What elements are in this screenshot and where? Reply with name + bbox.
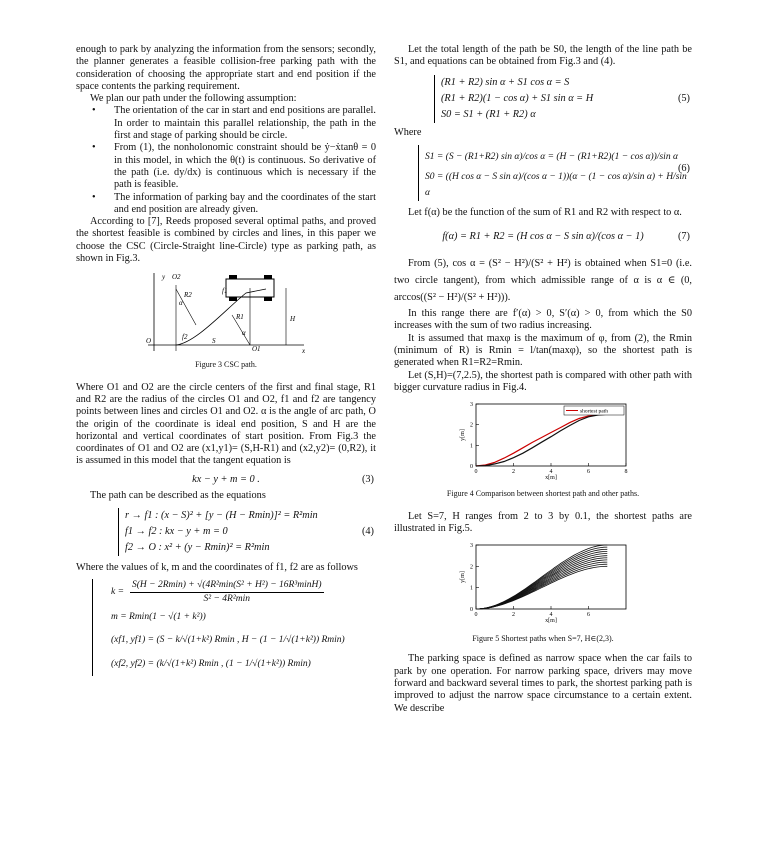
assumption-item: • From (1), the nonholonomic constraint should be ẏ−ẋtanθ = 0 in this model, in which the θ(t) is continuous. So derivative of the path (i.e. dy/dx) is continuous which is necessary if the path is feasible. [114,142,376,191]
figure-3 [76,269,376,355]
equation-4 [76,508,376,556]
equation-number: (3) [361,473,374,485]
y-tick-label: 0 [470,607,473,614]
equation-4-line: r → f1 : (x − S)² + [y − (H − Rmin)]² = R²min [125,510,318,522]
shortest-path-line [476,549,607,609]
equation-4-line: f1 → f2 : kx − y + m = 0 [125,526,228,538]
equation-6-line: S1 = (S − (R1+R2) sin α)/cos α = (H − (R1+R2)(1 − cos α))/sin α [425,151,678,162]
assumption-item: • The orientation of the car in start and end positions are parallel. In order to maintain this parallel relationship, the path in the first and stage of parking should be circle. [114,105,376,142]
right-paragraph-3: From (5), cos α = (S² − H²)/(S² + H²) is obtained when S1=0 (i.e. two circle tangent), from which admissible range of α is α ∈ (0, arccos((S² − H²)/(S² + H²))). [394,258,692,304]
fig3-label: α [179,299,183,308]
equation-k-denominator: S² − 4R²min [203,593,250,604]
figure-5-caption: Figure 5 Shortest paths when S=7, H∈(2,3). [472,634,614,644]
x-tick-label: 6 [587,469,590,476]
right-paragraph-1: Let the total length of the path be S0, the length of the line path be S1, and equations can be obtained from Fig.3 and (4). [394,44,692,68]
fig3-label: y [162,273,166,282]
equation-number: (5) [677,92,690,104]
x-tick-label: 4 [549,612,553,619]
y-axis-label: y[m] [460,429,466,442]
x-tick-label: 0 [474,469,478,476]
right-paragraph-7: Let S=7, H ranges from 2 to 3 by 0.1, the shortest paths are illustrated in Fig.5. [394,510,692,534]
coefficients-block [92,579,376,676]
y-tick-label: 3 [470,543,473,550]
assumption-list [76,105,376,216]
series-line [476,415,607,467]
left-paragraph-2: We plan our path under the following assumption: [90,93,297,105]
fig3-label: O [146,337,152,346]
fig3-label: x [302,347,306,356]
series-line [476,415,607,467]
shortest-path-line [476,566,607,609]
y-axis-label: y[m] [460,571,466,583]
equation-f2: (xf2, yf2) = (k/√(1+k²) Rmin , (1 − 1/√(1+k²)) Rmin) [111,658,311,669]
y-tick-label: 1 [470,585,473,592]
figure-3-caption: Figure 3 CSC path. [195,360,257,370]
x-tick-label: 2 [512,469,515,476]
figure-4-chart [394,400,692,482]
left-column [76,44,376,676]
y-tick-label: 2 [470,422,473,429]
fig3-label: R2 [184,291,192,300]
equation-number: (7) [677,231,690,243]
right-paragraph-6: Let (S,H)=(7,2.5), the shortest path is compared with other path with bigger curvature radius in Fig.4. [394,369,692,393]
right-paragraph-5: It is assumed that maxφ is the maximum of φ, from (2), the Rmin (minimum of R) is Rmin = l/tan(maxφ), so the shortest path is generated when R1=R2=Rmin. [394,332,692,369]
fig3-label: O1 [252,345,261,354]
shortest-path-line [476,547,607,609]
equation-m: m = Rmin(1 − √(1 + k²)) [111,611,206,622]
fig3-label: O2 [172,273,181,282]
figure-5-chart [394,541,692,629]
assumption-item: • The information of parking bay and the coordinates of the start and end position are already given. [114,192,376,217]
equation-6 [394,145,692,201]
x-tick-label: 4 [549,469,553,476]
right-paragraph-8: The parking space is defined as narrow space when the car fails to park by one operation. For narrow parking space, drivers may move forward and backward several times to park, the shortest parking path is improved to adjust the narrow space circumstance to a certain extent. We describe [394,653,692,714]
equation-6-line: S0 = ((H cos α − S sin α)/(cos α − 1))(α − (1 − cos α)/sin α) + H/sin α [425,171,687,198]
figure-4 [394,400,692,482]
y-tick-label: 2 [470,564,473,571]
equation-number: (6) [677,162,690,174]
equation-k-numerator: S(H − 2Rmin) + √(4R²min(S² + H²) − 16R³minH) [130,579,323,593]
equation-4-line: f2 → O : x² + (y − Rmin)² = R²min [125,542,270,554]
equation-3-body: kx − y + m = 0 . [192,473,260,485]
shortest-path-line [476,556,607,609]
csc-path-diagram [76,269,376,355]
equation-7 [394,227,692,247]
legend-label: shortest path [580,408,608,415]
y-tick-label: 3 [470,402,473,409]
x-tick-label: 6 [587,612,590,619]
equation-5-line: S0 = S1 + (R1 + R2) α [441,108,536,120]
left-paragraph-6: Where the values of k, m and the coordinates of f1, f2 are as follows [76,562,358,574]
right-paragraph-4: In this range there are f′(α) > 0, S′(α) > 0, from which the S0 increases with the sum of two radius increasing. [394,308,692,332]
shortest-path-line [476,554,607,610]
equation-f1: (xf1, yf1) = (S − k/√(1+k²) Rmin , H − (1 − 1/√(1+k²)) Rmin) [111,634,345,645]
left-paragraph-5: The path can be described as the equations [90,490,266,502]
fig3-label: R1 [236,313,244,322]
left-paragraph-1: enough to park by analyzing the information from the sensors; secondly, the planner generates a feasible collision-free parking path with the consideration of choosing the appropriate start and end position if the space contents the parking requirement. [76,44,376,92]
right-column [394,44,692,715]
x-axis-label: x[m] [545,618,557,625]
where-label: Where [394,126,422,138]
shortest-path-line [476,564,607,609]
y-tick-label: 0 [470,464,473,471]
x-tick-label: 2 [512,612,515,619]
shortest-path-line [476,552,607,610]
fig3-label: f1 [222,287,228,296]
fig3-label: f2 [182,333,188,342]
figure-5 [394,541,692,629]
fig3-label: α [242,329,246,338]
left-paragraph-3: According to [7], Reeds proposed several optimal paths, and proved the shortest feasible is combined by circles and lines, in this paper we choose the CSC (Circle-Straight line-Circle) type as parking path, as shown in Fig.3. [76,216,376,265]
y-tick-label: 1 [470,443,473,450]
shortest-path-line [476,558,607,609]
left-paragraph-4: Where O1 and O2 are the circle centers of the first and final stage, R1 and R2 are the radius of the circles O1 and O2, f1 and f2 are tangency points between lines and circles O1 and O2. α is the angle of arc path, O the origin of the coordinate is ideal end position, S and H are the horizontal and vertical coordinates of start position. From Fig.3 the coordinates of O1 and O2 are (x1,y1)= (S,H-R1) and (x2,y2)= (0,R2), it is assumed in this model that the tangent equation is [76,381,376,467]
fig3-label: S [212,337,216,346]
x-tick-label: 0 [474,612,478,619]
equation-3 [76,474,376,486]
x-axis-label: x[m] [545,475,557,482]
fig3-label: H [290,315,296,324]
equation-k: k = S(H − 2Rmin) + √(4R²min(S² + H²) − 16R³minH) S² − 4R²min [111,579,322,604]
equation-number: (4) [361,526,374,538]
figure-4-caption: Figure 4 Comparison between shortest path and other paths. [446,489,640,499]
equation-7-body: f(α) = R1 + R2 = (H cos α − S sin α)/(cos α − 1) [442,231,644,243]
right-paragraph-2: Let f(α) be the function of the sum of R1 and R2 with respect to α. [408,206,682,218]
equation-5-line: (R1 + R2) sin α + S1 cos α = S [441,76,570,88]
x-tick-label: 8 [624,469,628,476]
equation-5 [394,75,692,123]
equation-5-line: (R1 + R2)(1 − cos α) + S1 sin α = H [441,92,594,104]
